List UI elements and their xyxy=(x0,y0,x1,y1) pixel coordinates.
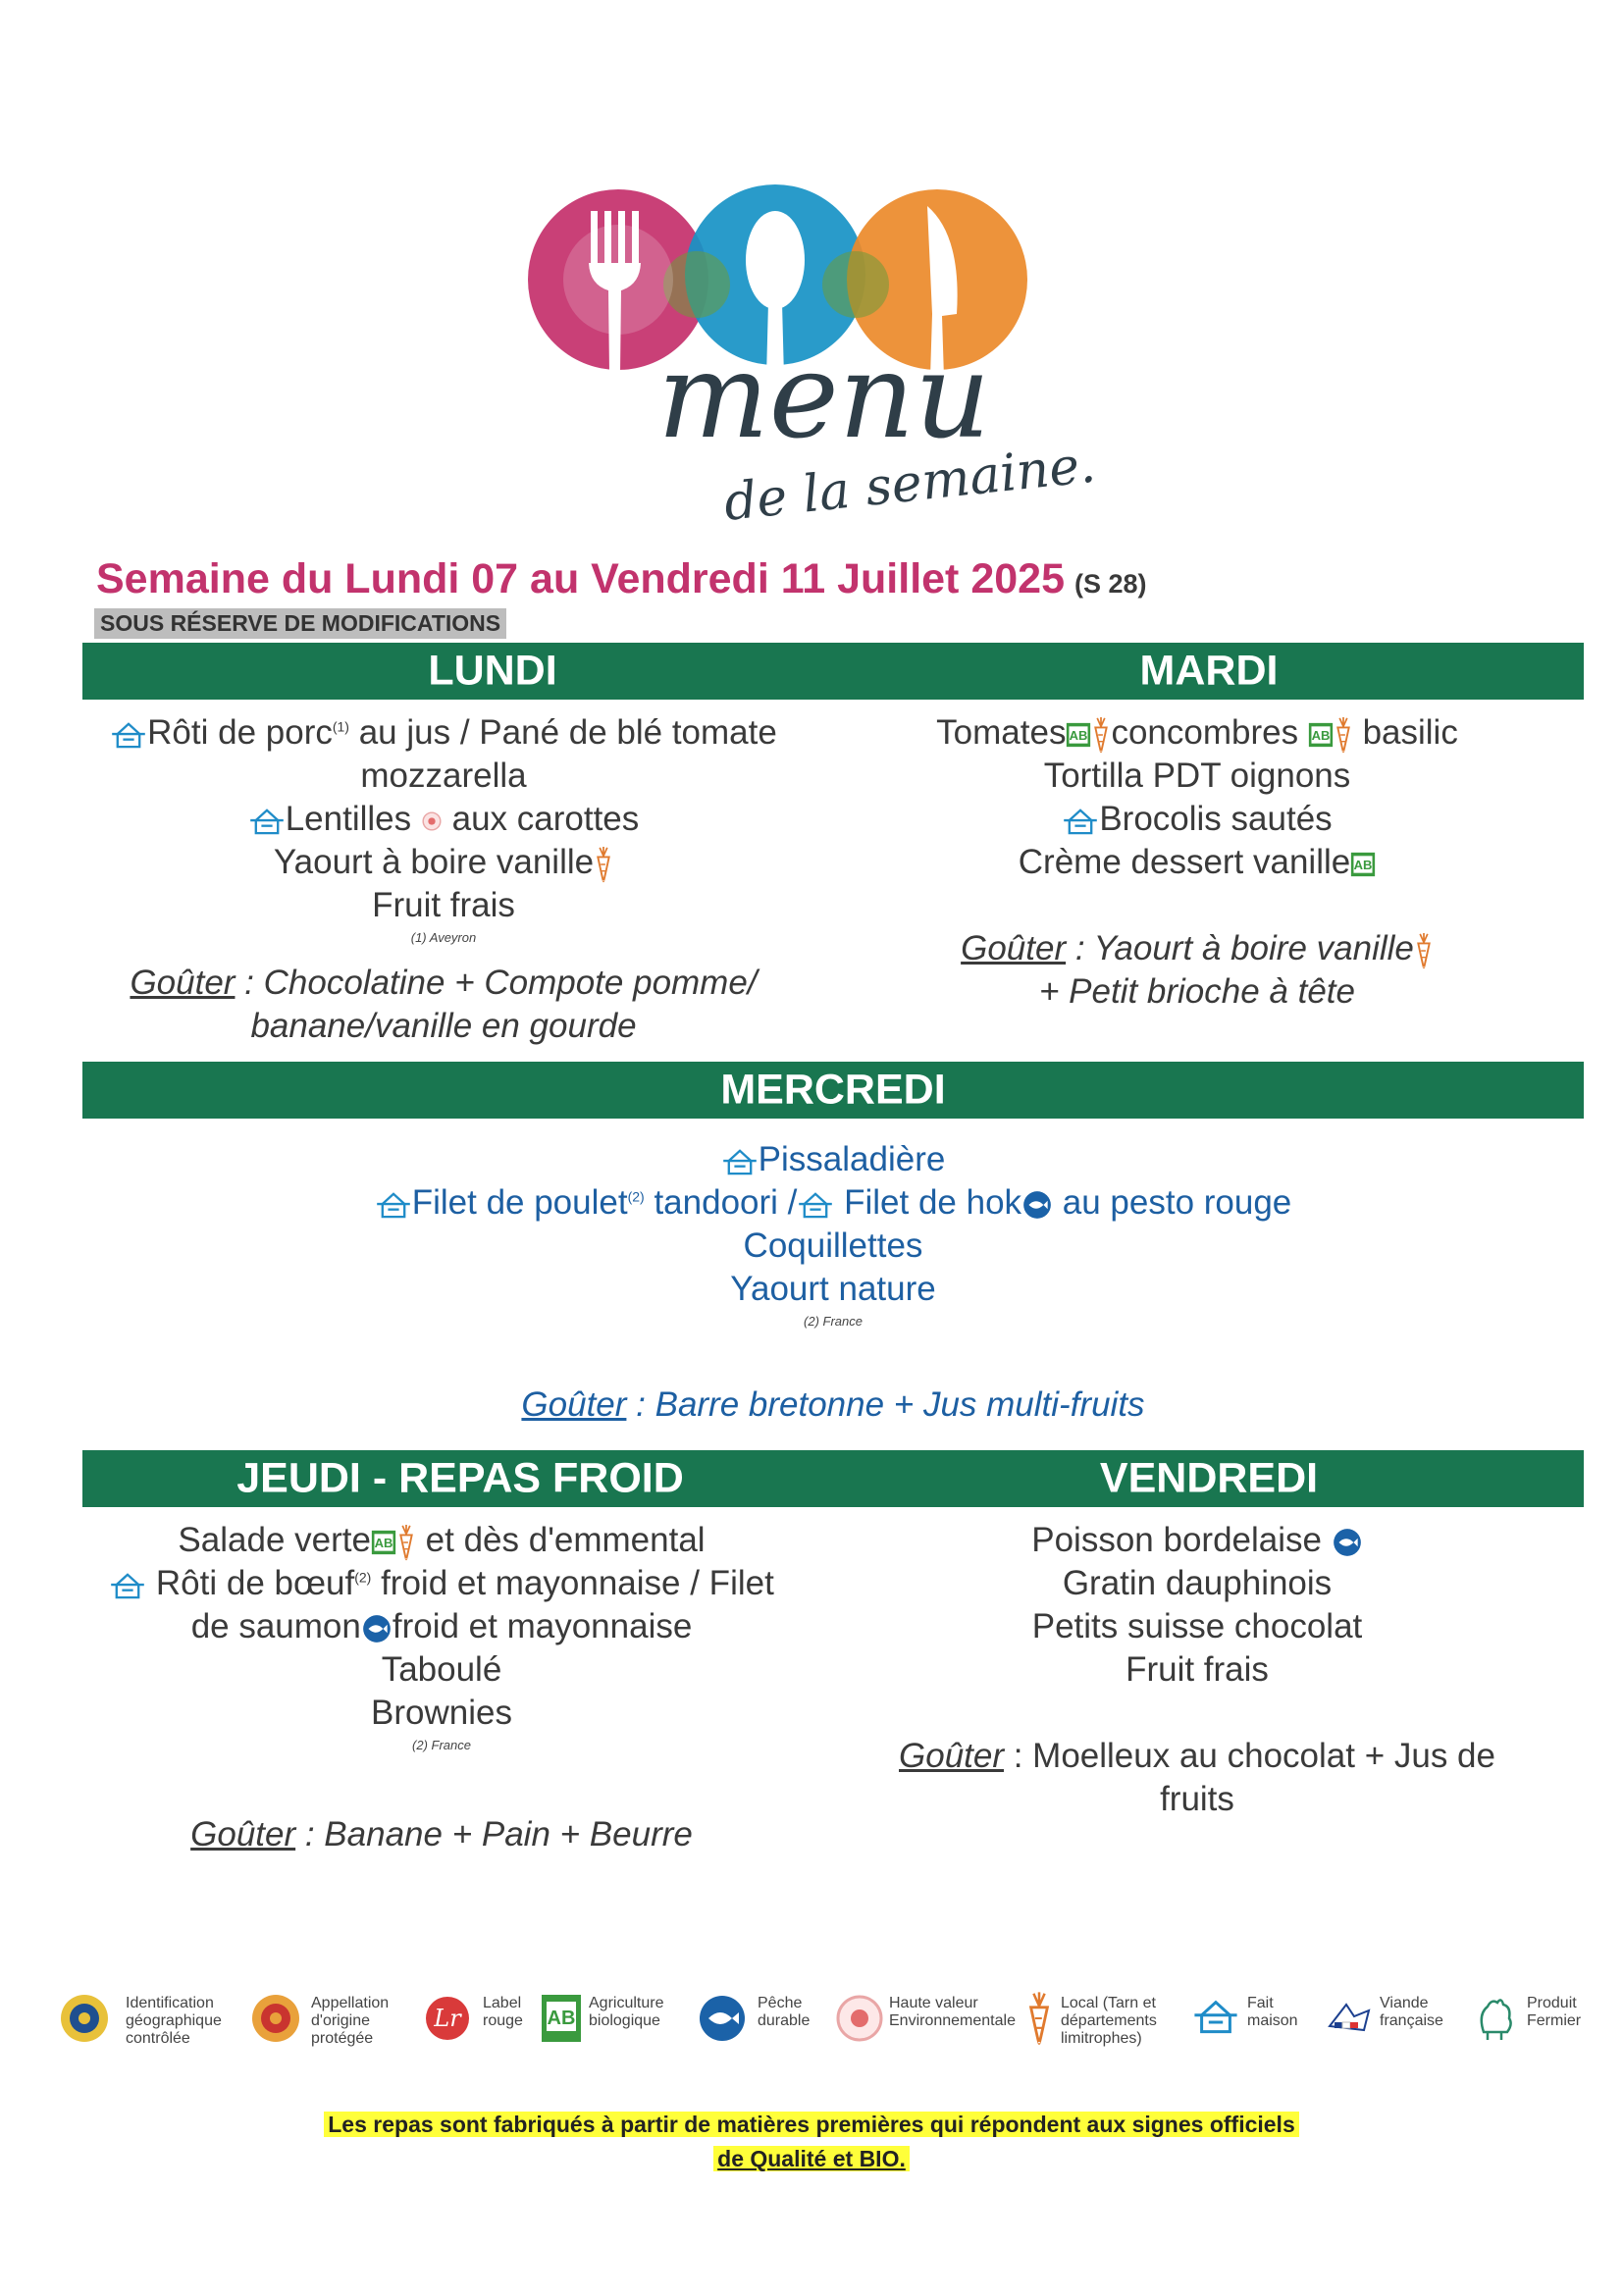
lundi-menu: Rôti de porc$^{(1)}$ au jus / Pané de blé tomate mozzarella Lentilles aux carottes Yaourt à boire vanille Fruit frais (1) Aveyron xyxy=(63,711,824,949)
fait-maison-icon xyxy=(248,808,286,835)
carrot-icon xyxy=(1414,932,1434,969)
logo-tagline: de la semaine. xyxy=(721,435,1099,533)
jeudi-snack: Goûter : Banane + Pain + Beurre xyxy=(190,1815,693,1853)
fait-maison-icon xyxy=(109,1572,146,1599)
reserve-notice: SOUS RÉSERVE DE MODIFICATIONS xyxy=(94,608,506,639)
day-bar-jeudi-vendredi xyxy=(82,1450,1584,1507)
rooster-icon xyxy=(1472,1993,1519,2044)
day-label-mardi: MARDI xyxy=(1139,647,1279,695)
legend: Identification géographique contrôlée Appellation d'origine protégée Lr Label rouge AB Agriculture biologique Pêche durable Haute valeur Environnementale Local (Tarn et départements limitrophes) Fait maison Viande française Produit Fermier xyxy=(59,1987,1590,2065)
hve-icon xyxy=(834,1993,885,2044)
igp-seal-icon xyxy=(59,1993,110,2044)
jeudi-menu: Salade verte et dès d'emmental Rôti de bœuf$^{(2)}$ froid et mayonnaise / Filet de saumon froid et mayonnaise Taboulé Brownies (2) France xyxy=(39,1519,844,1756)
house-icon xyxy=(1192,1997,1239,2036)
day-label-jeudi: JEUDI - REPAS FROID xyxy=(236,1454,684,1502)
peche-durable-icon xyxy=(1332,1527,1363,1558)
day-bar-mercredi xyxy=(82,1062,1584,1119)
mardi-snack: Goûter : Yaourt à boire vanille + Petit brioche à tête xyxy=(844,927,1550,1014)
ab-bio-icon xyxy=(1066,722,1091,748)
footer-line1: Les repas sont fabriqués à partir de matières premières qui répondent aux signes officiels xyxy=(324,2112,1299,2137)
carrot-icon xyxy=(1334,716,1353,754)
logo-word: menu xyxy=(657,329,991,465)
mercredi-note: (2) France xyxy=(804,1314,863,1329)
carrot-icon xyxy=(1091,716,1111,754)
fait-maison-icon xyxy=(110,721,147,749)
day-bar-lundi-mardi xyxy=(82,643,1584,700)
lundi-note: (1) Aveyron xyxy=(410,930,477,945)
fait-maison-icon xyxy=(375,1191,412,1219)
day-label-lundi: LUNDI xyxy=(428,647,557,695)
carrot-icon xyxy=(1025,1987,1053,2050)
aop-seal-icon xyxy=(250,1993,301,2044)
fait-maison-icon xyxy=(721,1148,759,1175)
day-label-vendredi: VENDREDI xyxy=(1099,1454,1319,1502)
mercredi-menu: Pissaladière Filet de poulet$^{(2)}$ tandoori / Filet de hok au pesto rouge Coquillettes Yaourt nature (2) France xyxy=(82,1138,1584,1332)
ab-bio-icon xyxy=(371,1530,396,1555)
ab-bio-icon xyxy=(1350,852,1376,877)
ab-logo-icon xyxy=(540,1993,583,2044)
carrot-icon xyxy=(594,846,613,883)
fait-maison-icon xyxy=(1062,808,1099,835)
svg-text:Lr: Lr xyxy=(434,2005,461,2032)
peche-durable-icon xyxy=(697,1993,748,2044)
svg-text:AB: AB xyxy=(547,2008,576,2029)
peche-durable-icon xyxy=(361,1613,393,1644)
mardi-menu: Tomates concombres basilic Tortilla PDT oignons Brocolis sautés Crème dessert vanille xyxy=(936,713,1458,881)
viande-francaise-icon xyxy=(1325,1997,1374,2040)
hve-icon xyxy=(421,810,443,832)
vendredi-menu: Poisson bordelaise Gratin dauphinois Petits suisse chocolat Fruit frais xyxy=(1031,1521,1363,1689)
vendredi-snack: Goûter : Moelleux au chocolat + Jus de fruits xyxy=(899,1737,1495,1818)
jeudi-note: (2) France xyxy=(412,1738,471,1752)
footer-line2: de Qualité et BIO. xyxy=(713,2146,910,2171)
quality-footer xyxy=(196,2108,1427,2176)
mercredi-snack: Goûter : Barre bretonne + Jus multi-fruits xyxy=(521,1385,1145,1424)
menu-logo xyxy=(510,177,1138,559)
fait-maison-icon xyxy=(797,1191,834,1219)
ab-bio-icon xyxy=(1308,722,1334,748)
week-number: (S 28) xyxy=(1073,569,1147,599)
carrot-icon xyxy=(396,1524,416,1561)
week-title xyxy=(96,555,1147,603)
day-label-mercredi: MERCREDI xyxy=(720,1066,946,1114)
lundi-snack: Goûter : Chocolatine + Compote pomme/ banane/vanille en gourde xyxy=(130,964,758,1045)
week-title-text: Semaine du Lundi 07 au Vendredi 11 Juillet 2025 xyxy=(96,555,1065,602)
peche-durable-icon xyxy=(1021,1189,1053,1221)
label-rouge-icon xyxy=(422,1993,473,2044)
